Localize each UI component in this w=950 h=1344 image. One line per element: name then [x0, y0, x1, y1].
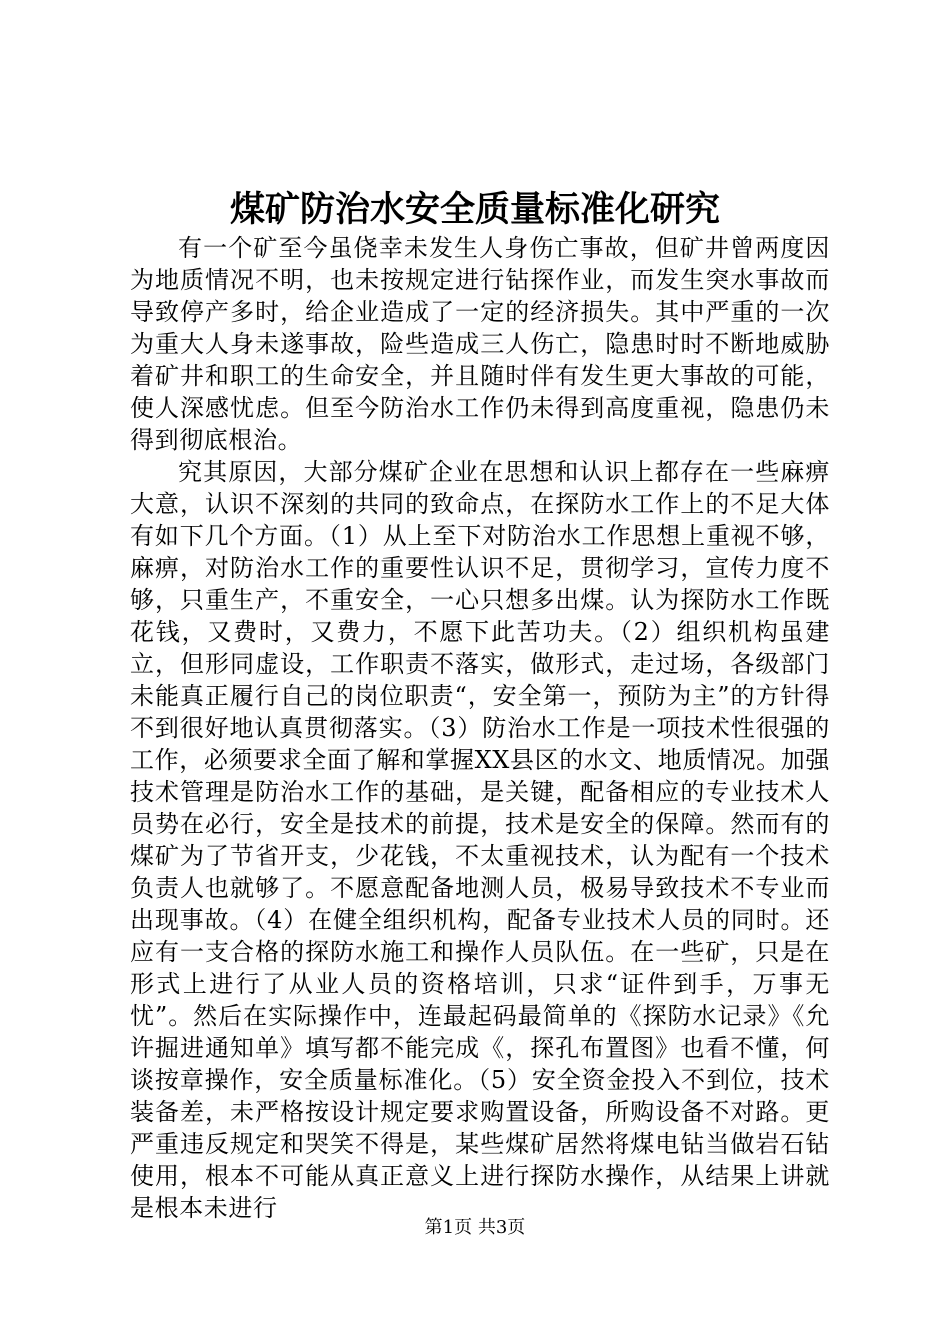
page-footer: 第1页 共3页 — [424, 1217, 526, 1238]
paragraph-2: 究其原因，大部分煤矿企业在思想和认识上都存在一些麻痹大意，认识不深刻的共同的致命点，在探防水工作上的不足大体有如下几个方面。（1）从上至下对防治水工作思想上重视不够，麻痹，对防治水工作的重要性认识不足，贯彻学习，宣传力度不够，只重生产，不重安全，一心只想多出煤。认为探防水工作既花钱，又费时，又费力，不愿下此苦功夫。（2）组织机构虽建立，但形同虚设，工作职责不落实，做形式，走过场，各级部门未能真正履行自己的岗位职责“，安全第一，预防为主”的方针得不到很好地认真贯彻落实。（3）防治水工作是一项技术性很强的工作，必须要求全面了解和掌握XX县区的水文、地质情况。加强技术管理是防治水工作的基础，是关键，配备相应的专业技术人员势在必行，安全是技术的前提，技术是安全的保障。然而有的煤矿为了节省开支，少花钱，不太重视技术，认为配有一个技术负责人也就够了。不愿意配备地测人员，极易导致技术不专业而出现事故。（4）在健全组织机构，配备专业技术人员的同时。还应有一支合格的探防水施工和操作人员队伍。在一些矿，只是在形式上进行了从业人员的资格培训，只求“证件到手，万事无忧”。然后在实际操作中，连最起码最简单的《探防水记录》《允许掘进通知单》填写都不能完成《，探孔布置图》也看不懂，何谈按章操作，安全质量标准化。（5）安全资金投入不到位，技术装备差，未严格按设计规定要求购置设备，所购设备不对路。更严重违反规定和哭笑不得是，某些煤矿居然将煤电钻当做岩石钻使用，根本不可能从真正意义上进行探防水操作，从结果上讲就是根本未进行 — [130, 458, 830, 1222]
document-title: 煤矿防治水安全质量标准化研究 — [229, 189, 720, 230]
paragraph-1: 有一个矿至今虽侥幸未发生人身伤亡事故，但矿井曾两度因为地质情况不明，也未按规定进行钻探作业，而发生突水事故而导致停产多时，给企业造成了一定的经济损失。其中严重的一次为重大人身未遂事故，险些造成三人伤亡，隐患时时不断地威胁着矿井和职工的生命安全，并且随时伴有发生更大事故的可能，使人深感忧虑。但至今防治水工作仍未得到高度重视，隐患仍未得到彻底根治。 — [130, 234, 830, 454]
document-body — [130, 232, 830, 1224]
